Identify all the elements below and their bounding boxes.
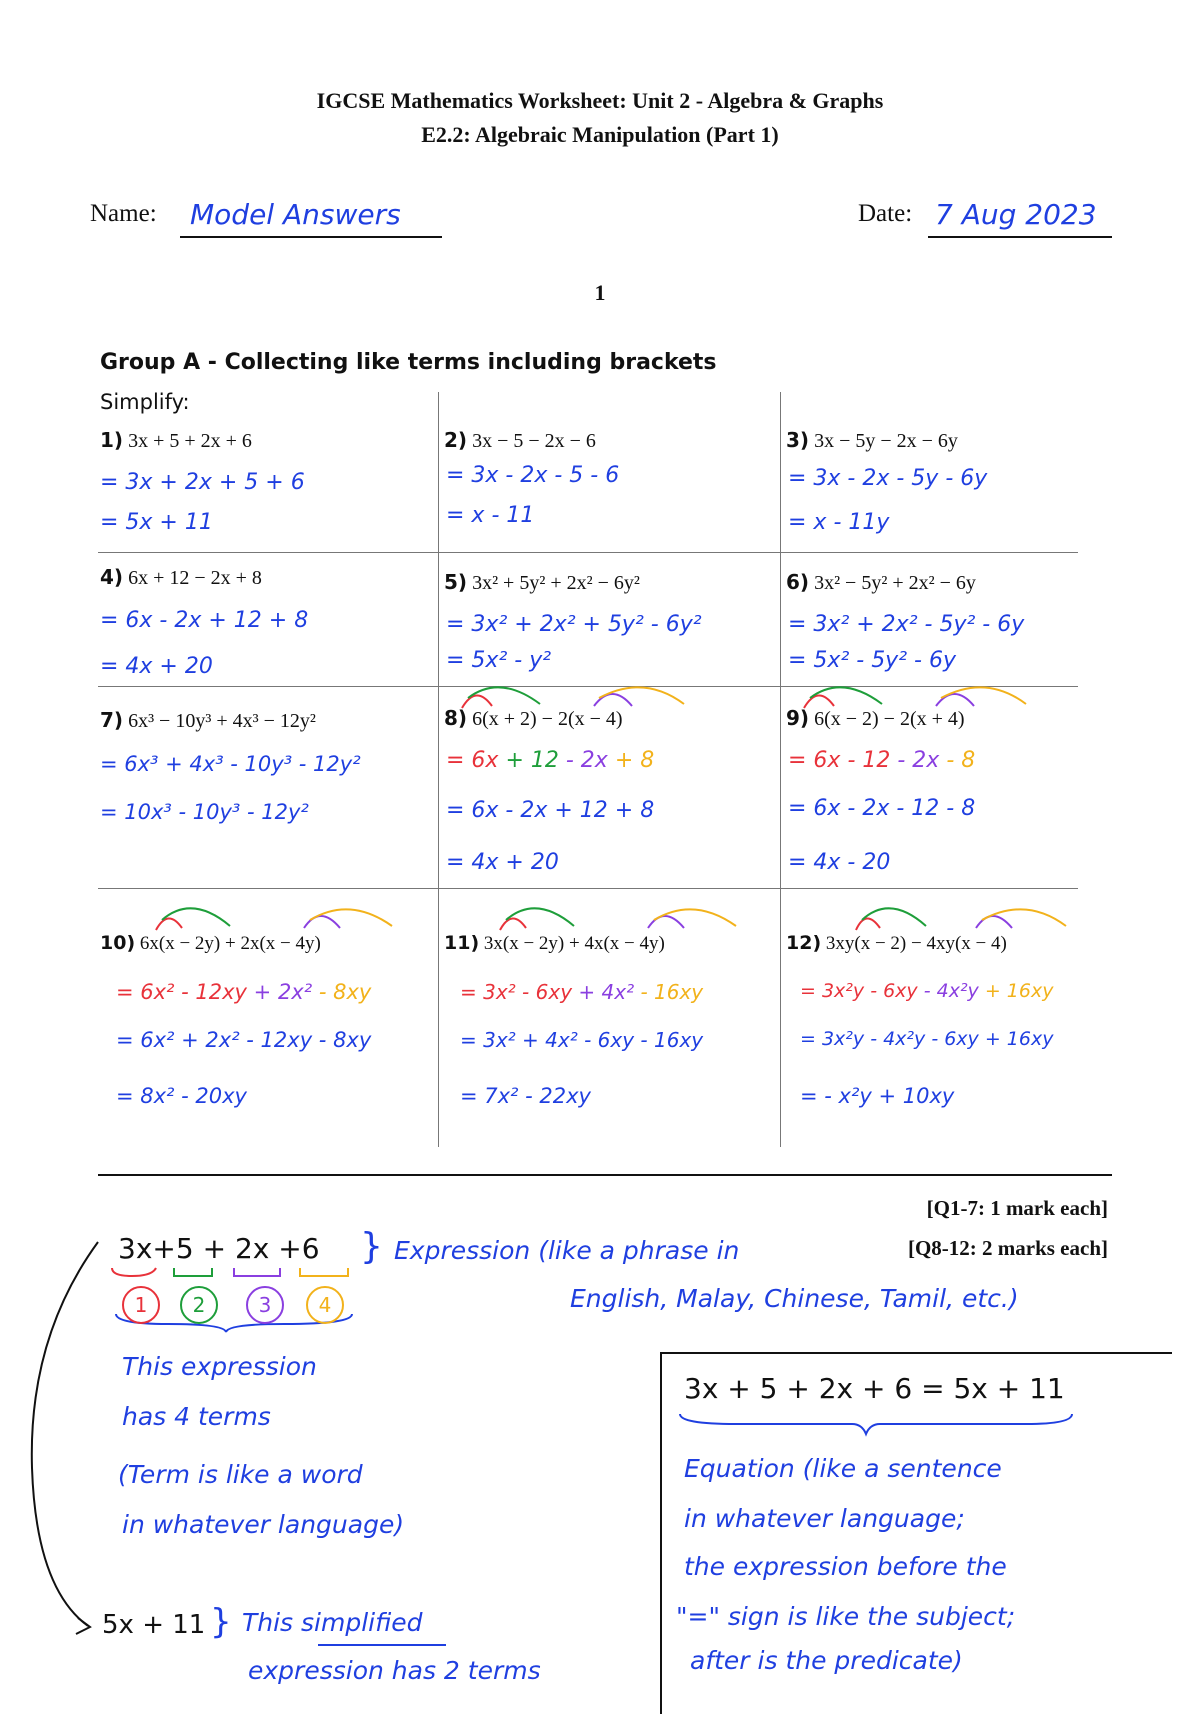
note-equation-5: after is the predicate) [690,1646,963,1675]
q10-step-1: = 6x² + 2x² - 12xy - 8xy [116,1028,372,1052]
q7-step-1: = 6x³ + 4x³ - 10y³ - 12y² [100,752,361,776]
question-2: 2) 3x − 5 − 2x − 6 [444,428,596,452]
q11-step-2: = 7x² - 22xy [460,1084,591,1108]
term-number-4: 4 [306,1286,344,1324]
q6-step-1: = 3x² + 2x² - 5y² - 6y [788,612,1025,637]
q4-step-1: = 6x - 2x + 12 + 8 [100,608,309,633]
q12-step-1: = 3x²y - 4x²y - 6xy + 16xy [800,1028,1054,1050]
note-equation-1: Equation (like a sentence [684,1454,1002,1483]
note-expression-label-1: Expression (like a phrase in [394,1236,740,1265]
q9-step-2: = 4x - 20 [788,850,891,875]
q8-step-2: = 4x + 20 [446,850,559,875]
arrow-to-simplified [18,1238,118,1648]
name-label: Name: [90,200,157,227]
instruction: Simplify: [100,390,190,414]
note-expression: 3x+5 + 2x +6 [118,1232,320,1265]
marks-q1-7: [Q1-7: 1 mark each] [926,1196,1108,1220]
q10-step-2: = 8x² - 20xy [116,1084,247,1108]
term-number-1: 1 [122,1286,160,1324]
simplified-brace: } [210,1602,232,1642]
note-simplified-1: This simplified [242,1608,423,1637]
equation-brace-line [676,1410,1076,1446]
note-terms-3: (Term is like a word [118,1460,363,1489]
q4-step-2: = 4x + 20 [100,654,213,679]
q9-step-1: = 6x - 2x - 12 - 8 [788,796,976,821]
note-terms-1: This expression [122,1352,317,1381]
worksheet-subtitle: E2.2: Algebraic Manipulation (Part 1) [421,122,779,147]
note-terms-2: has 4 terms [122,1402,271,1431]
q11-expanded: = 3x² - 6xy + 4x² - 16xy [460,980,704,1004]
q7-step-2: = 10x³ - 10y³ - 12y² [100,800,309,824]
q3-step-1: = 3x - 2x - 5y - 6y [788,466,988,491]
q8-step-1: = 6x - 2x + 12 + 8 [446,798,655,823]
note-expression-label-2: English, Malay, Chinese, Tamil, etc.) [570,1284,1019,1313]
q6-step-2: = 5x² - 5y² - 6y [788,648,956,673]
note-equation-2: in whatever language; [684,1504,965,1533]
note-equation-4: "=" sign is like the subject; [676,1602,1016,1631]
date-label: Date: [858,200,913,227]
grid-row-divider-3 [98,888,1078,889]
section-divider [98,1174,1112,1176]
term-number-2: 2 [180,1286,218,1324]
q2-step-2: = x - 11 [446,503,535,528]
name-underline [180,236,442,238]
worksheet-title: IGCSE Mathematics Worksheet: Unit 2 - Algebra & Graphs [316,88,884,113]
question-9: 9) 6(x − 2) − 2(x + 4) [786,706,965,730]
question-7: 7) 6x³ − 10y³ + 4x³ − 12y² [100,708,316,732]
note-equation-3: the expression before the [684,1552,1007,1581]
term-number-3: 3 [246,1286,284,1324]
grid-row-divider-1 [98,552,1078,553]
expression-brace: } [360,1226,383,1267]
q2-step-1: = 3x - 2x - 5 - 6 [446,463,620,488]
section-heading: Group A - Collecting like terms including brackets [100,350,717,375]
question-3: 3) 3x − 5y − 2x − 6y [786,428,958,452]
q5-step-1: = 3x² + 2x² + 5y² - 6y² [446,612,702,637]
question-8: 8) 6(x + 2) − 2(x − 4) [444,706,623,730]
date-value[interactable]: 7 Aug 2023 [935,198,1097,231]
date-underline [928,236,1112,238]
marks-q8-12: [Q8-12: 2 marks each] [907,1236,1108,1260]
q3-step-2: = x - 11y [788,510,890,535]
page-number: 1 [594,280,606,305]
question-11: 11) 3x(x − 2y) + 4x(x − 4y) [444,932,665,954]
question-10: 10) 6x(x − 2y) + 2x(x − 4y) [100,932,321,954]
question-6: 6) 3x² − 5y² + 2x² − 6y [786,570,976,594]
q1-step-1: = 3x + 2x + 5 + 6 [100,470,305,495]
question-1: 1) 3x + 5 + 2x + 6 [100,428,252,452]
q9-expanded: = 6x - 12 - 2x - 8 [788,748,976,773]
grid-col-divider-1 [438,392,439,1147]
q11-step-1: = 3x² + 4x² - 6xy - 16xy [460,1028,704,1052]
grid-col-divider-2 [780,392,781,1147]
simplified-expression: 5x + 11 [102,1610,206,1640]
equation: 3x + 5 + 2x + 6 = 5x + 11 [684,1372,1065,1405]
note-terms-4: in whatever language) [122,1510,405,1539]
name-value[interactable]: Model Answers [190,198,401,231]
q12-step-2: = - x²y + 10xy [800,1084,955,1108]
question-4: 4) 6x + 12 − 2x + 8 [100,565,262,589]
note-simplified-2: expression has 2 terms [248,1656,541,1685]
q10-expanded: = 6x² - 12xy + 2x² - 8xy [116,980,372,1004]
question-12: 12) 3xy(x − 2) − 4xy(x − 4) [786,932,1007,954]
q12-expanded: = 3x²y - 6xy - 4x²y + 16xy [800,980,1054,1002]
simplified-underline [318,1644,446,1646]
q5-step-2: = 5x² - y² [446,648,552,673]
question-5: 5) 3x² + 5y² + 2x² − 6y² [444,570,640,594]
q1-step-2: = 5x + 11 [100,510,213,535]
q8-expanded: = 6x + 12 - 2x + 8 [446,748,655,773]
